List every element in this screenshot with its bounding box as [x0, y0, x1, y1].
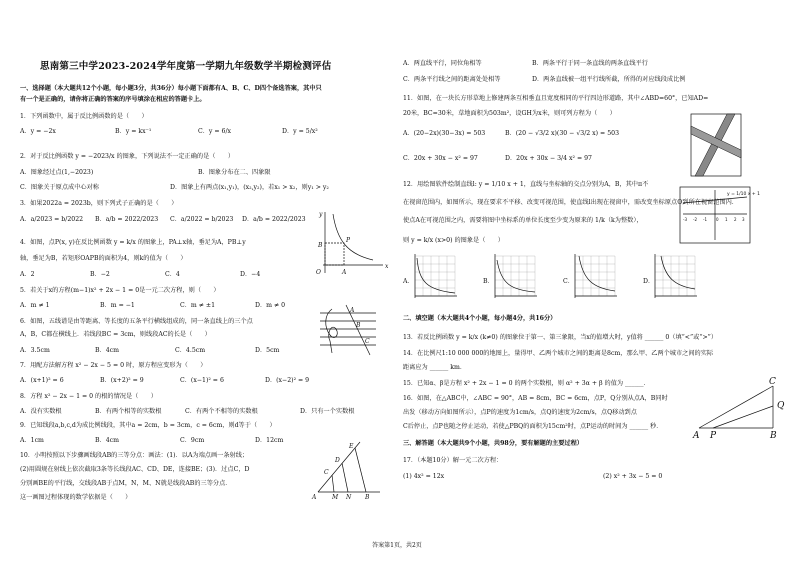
- q4-stem-line1: 4．如图，点P(x, y)在反比例函数 y = k/x 的图象上，PA⊥x轴，垂足为A，PB⊥y: [20, 239, 246, 246]
- q6-option-d: D．5cm: [255, 347, 280, 354]
- q5-option-c: C．m ≠ ±1: [180, 302, 216, 309]
- q13-stem: 13．若反比例函数 y = k/x (k≠0) 的图象位于第一、第三象限，当x的值增大时，y值将 ______ 0（填“<”或“>”）: [403, 334, 718, 341]
- q7-option-b: B．(x+2)² = 9: [100, 377, 144, 384]
- q2-stem: 2．对于反比例函数 y = −2023/x 的图象，下列说法不一定正确的是（ ）: [20, 153, 235, 160]
- q4-option-c: C．4: [165, 271, 180, 278]
- q12-graph-c: [575, 254, 617, 298]
- q10-stem-line1: 10．小明按照以下步骤画线段AB的三等分点：画法：(1)．以A为端点画一条射线；: [20, 452, 249, 459]
- q12-tick-2: -1: [703, 217, 707, 222]
- q4-label-x: x: [385, 263, 389, 270]
- q4-stem-line2: 轴，垂足为B，若矩形OAPB的面积为4，则k的值为（ ）: [20, 255, 187, 262]
- q12-option-b-label: B．: [483, 278, 494, 285]
- q3-option-a: A．a/2023 = b/2022: [20, 216, 84, 223]
- q16-stem-line2: 出发（移动方向如图所示），点P的速度为1cm/s，点Q的速度为2cm/s，点Q移动到点: [403, 409, 637, 416]
- q4-label-o: O: [316, 269, 321, 276]
- q4-option-a: A．2: [20, 271, 35, 278]
- q8-option-c: C．有两个不相等的实数根: [185, 408, 258, 415]
- q6-option-a: A．3.5cm: [20, 347, 50, 354]
- q10-figure: [300, 440, 390, 502]
- q2-option-a: A．图象经过点(1,−2023): [20, 169, 94, 176]
- q4-label-a: A: [342, 269, 347, 276]
- q10-option-b: B．两条平行于同一条直线的两条直线平行: [532, 60, 648, 67]
- q6-label-b: B: [356, 322, 361, 329]
- q4-label-b: B: [318, 242, 323, 249]
- q12-stem-line2: 在视窗范围内，如图所示，现在要求不平移、改变可视范围，使直线l出现在视窗中，需改变坐标原点O到所在视窗范围内．: [403, 199, 738, 206]
- q10-label-a: A: [312, 494, 317, 501]
- page-footer: 答案第1页，共2页: [372, 542, 422, 549]
- q11-option-c: C．20x + 30x − x² = 97: [403, 155, 478, 162]
- q10-label-c: C: [324, 469, 329, 476]
- q10-label-d: D: [335, 457, 340, 464]
- q16-stem-line3: C后停止，点P也随之停止运动，若使△PBQ的面积为15cm²时，点P运动的时间为 ______ 秒．: [403, 423, 663, 430]
- q17-stem: 17．（本题10分）解一元二次方程：: [403, 457, 503, 464]
- q11-stem-line1: 11．如图，在一块长方形草地上修建两条互相垂直且宽度相同的平行四边形道路，其中∠ABD=60°，已知AD=: [403, 95, 709, 102]
- q4-option-b: B．−2: [90, 271, 110, 278]
- section-3-heading: 三、解答题（本大题共9个小题，共98分，要有解题的主要过程）: [403, 440, 583, 447]
- q10-label-m: M: [332, 494, 339, 501]
- q12-option-graphs: [413, 254, 713, 304]
- q16-label-p: P: [710, 431, 717, 441]
- q9-stem: 9．已知线段a,b,c,d为成比例线段，其中a = 2cm，b = 3cm，c = 6cm，则d等于（ ）: [20, 422, 276, 429]
- q8-stem: 8．方程 x² − 2x − 1 = 0 的根的情况是（ ）: [20, 393, 157, 400]
- q6-figure: [318, 305, 378, 360]
- q16-label-a: A: [693, 431, 700, 441]
- q16-label-b: B: [770, 431, 777, 441]
- q3-option-d: D．a/b = 2022/2023: [242, 216, 306, 223]
- section-2-heading: 二、填空题（本大题共4个小题，每小题4分，共16分）: [403, 315, 557, 322]
- q5-option-a: A．m ≠ 1: [20, 302, 50, 309]
- q5-option-b: B．m = −1: [100, 302, 135, 309]
- q12-graph-d: [655, 254, 697, 298]
- q12-tick-1: -2: [693, 217, 697, 222]
- q4-label-y: y: [319, 211, 323, 218]
- q10-option-a: A．两直线平行，同位角相等: [403, 60, 482, 67]
- q7-option-a: A．(x+1)² = 6: [20, 377, 64, 384]
- q12-option-a-label: A．: [403, 278, 414, 285]
- q10-stem-line4: 这一画图过程体现的数学依据是（ ）: [20, 494, 132, 501]
- q12-graph-b: [495, 254, 537, 298]
- q10-label-b: B: [365, 494, 370, 501]
- q5-option-d: D．m ≠ 0: [255, 302, 286, 309]
- q12-stem-line1: 12．用绘图软件绘制直线l: y = 1/10 x + 1，直线与坐标轴的交点分别为A，B，其中π不: [403, 181, 649, 188]
- q4-label-p: P: [346, 237, 351, 244]
- q12-tick-4: 1: [725, 217, 728, 222]
- q11-option-a: A．(20−2x)(30−3x) = 503: [403, 130, 486, 137]
- q4-figure: [313, 210, 388, 280]
- q12-tick-3: 0: [716, 217, 719, 222]
- q11-stem-line2: 20米，BC=30米，草地面积为503m²，设GH为x米，则可列方程为（ ）: [403, 110, 616, 117]
- q1-stem: 1．下列函数中，属于反比例函数的是（ ）: [20, 113, 148, 120]
- q8-option-a: A．没有实数根: [20, 408, 62, 415]
- page-title: 思南第三中学2023-2024学年度第一学期九年级数学半期检测评估: [40, 61, 332, 72]
- q6-option-c: C．4.5cm: [175, 347, 206, 354]
- q2-option-b: B．图象分布在二、四象限: [198, 169, 271, 176]
- q10-label-n: N: [346, 494, 352, 501]
- q1-option-d: D．y = 5/x²: [282, 128, 318, 135]
- q6-option-b: B．4cm: [95, 347, 120, 354]
- section-1-heading-line2: 有一个是正确的，请你将正确的答案的序号填涂在相应的答题卡上。: [20, 96, 206, 103]
- q11-option-d: D．20x + 30x − 3/4 x² = 97: [505, 155, 592, 162]
- q12-stem-line3: 使点A在可视范围之内，需要将图中坐标系的单位长度至少变为原来的 1/k（k为整数），: [403, 217, 643, 224]
- q3-stem: 3．如果2022a = 2023b，则下列式子正确的是（ ）: [20, 200, 178, 207]
- q16-label-c: C: [769, 377, 776, 387]
- q7-option-d: D．(x−2)² = 9: [265, 377, 310, 384]
- q12-tick-5: 2: [734, 217, 737, 222]
- q5-stem: 5．若关于x的方程(m−1)x² + 2x − 1 = 0是一元二次方程，则（ ）: [20, 287, 220, 294]
- q10-option-d: D．两条直线被一组平行线所截，所得的对应线段成比例: [532, 76, 686, 83]
- q12-option-d-label: D．: [643, 278, 655, 285]
- q10-option-c: C．两条平行线之间的距离处处相等: [403, 76, 501, 83]
- q3-option-c: C．a/2022 = b/2023: [170, 216, 234, 223]
- q11-figure: [689, 112, 744, 180]
- q15-stem: 15．已知α、β是方程 x² + 2x − 1 = 0 的两个实数根，则 α² + 3α + β 的值为 ______．: [403, 380, 650, 387]
- q9-option-c: C．9cm: [180, 437, 205, 444]
- q14-stem-line2: 距离应为 ______ km．: [403, 364, 467, 371]
- q9-option-d: D．12cm: [255, 437, 284, 444]
- q12-tick-0: -3: [683, 217, 687, 222]
- q2-option-c: C．图象关于原点成中心对称: [20, 184, 99, 191]
- q10-stem-line2: (2)用圆规在射线上依次截取3条等长线段AC、CD、DE，连接BE；(3)．过点C，D: [20, 466, 250, 473]
- q3-option-b: B．a/b = 2022/2023: [95, 216, 159, 223]
- section-1-heading-line1: 一、选择题（本大题共12个小题，每小题3分，共36分）每小题下面都有A、B、C、D四个备选答案，其中只: [20, 85, 322, 92]
- q2-option-d: D．图象上有两点(x₁,y₁)，(x₂,y₂)，若x₁ > x₂，则y₁ > y₂: [170, 184, 329, 191]
- q9-option-b: B．4cm: [95, 437, 120, 444]
- q6-label-c: C: [365, 338, 370, 345]
- q1-option-a: A．y = −2x: [20, 128, 56, 135]
- q14-stem-line1: 14．在比例尺1:10 000 000的地图上，量得甲、乙两个城市之间的距离是8cm，那么甲、乙两个城市之间的实际: [403, 350, 714, 357]
- q12-screen-eq: y = 1/10 x + 1: [727, 192, 760, 197]
- q16-label-q: Q: [777, 401, 785, 411]
- q1-option-b: B．y = kx⁻¹: [115, 128, 152, 135]
- q1-option-c: C．y = 6/x: [198, 128, 232, 135]
- q11-option-b: B．(20 − √3/2 x)(30 − √3/2 x) = 503: [505, 130, 620, 137]
- q6-stem-line1: 6．如图，五线谱是由等距离、等长度的五条平行横线组成的，同一条直线上的三个点: [20, 318, 253, 325]
- q10-label-e: E: [349, 443, 354, 450]
- q9-option-a: A．1cm: [20, 437, 44, 444]
- q7-option-c: C．(x−1)² = 6: [180, 377, 224, 384]
- q12-screen-figure: [679, 186, 760, 246]
- q8-option-d: D．只有一个实数根: [300, 408, 355, 415]
- q17-part-2: (2) x² + 3x − 5 = 0: [603, 473, 663, 480]
- q12-stem-line4: 则 y = k/x (x>0) 的图象是（ ）: [403, 237, 504, 244]
- q8-option-b: B．有两个相等的实数根: [95, 408, 162, 415]
- q6-stem-line2: A，B，C都在横线上．若线段BC = 3cm，则线段AC的长是（ ）: [20, 331, 211, 338]
- q16-figure: [693, 376, 785, 441]
- q12-graph-a: [415, 254, 457, 298]
- q12-option-c-label: C．: [563, 278, 574, 285]
- q6-label-a: A: [350, 307, 355, 314]
- q7-stem: 7．用配方法解方程 x² − 2x − 5 = 0 时，原方程应变形为（ ）: [20, 362, 207, 369]
- q12-tick-6: 3: [742, 217, 745, 222]
- q4-option-d: D．−4: [240, 271, 261, 278]
- q17-part-1: (1) 4x² = 12x: [403, 473, 445, 480]
- q10-stem-line3: 分别画BE的平行线，交线段AB于点M，N，M、N就是线段AB的三等分点．: [20, 480, 232, 487]
- q16-stem-line1: 16．如图，在△ABC中，∠ABC = 90°，AB = 8cm，BC = 6cm，点P，Q分别从点A，B同时: [403, 395, 668, 402]
